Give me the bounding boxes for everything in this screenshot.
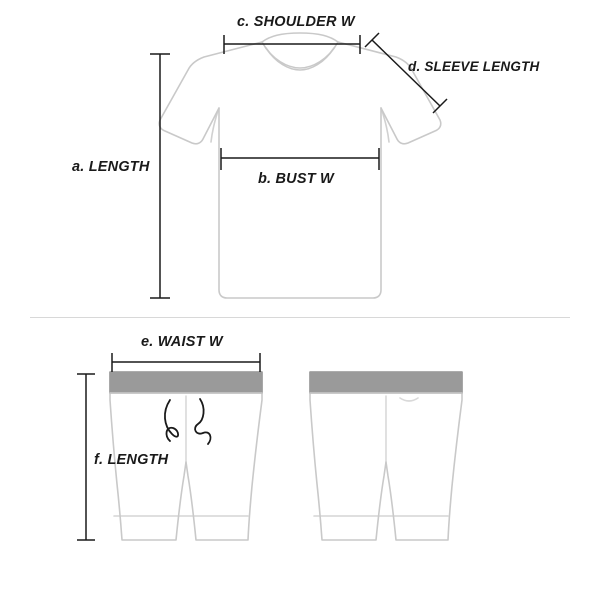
label-a-length: a. LENGTH	[72, 159, 150, 175]
label-b-bust-width: b. BUST W	[258, 171, 334, 187]
label-d-sleeve-length: d. SLEEVE LENGTH	[408, 59, 540, 74]
label-e-waist-width: e. WAIST W	[141, 334, 223, 350]
shorts-panel	[0, 318, 600, 600]
label-c-shoulder-width: c. SHOULDER W	[237, 14, 355, 30]
label-f-length: f. LENGTH	[94, 452, 169, 468]
